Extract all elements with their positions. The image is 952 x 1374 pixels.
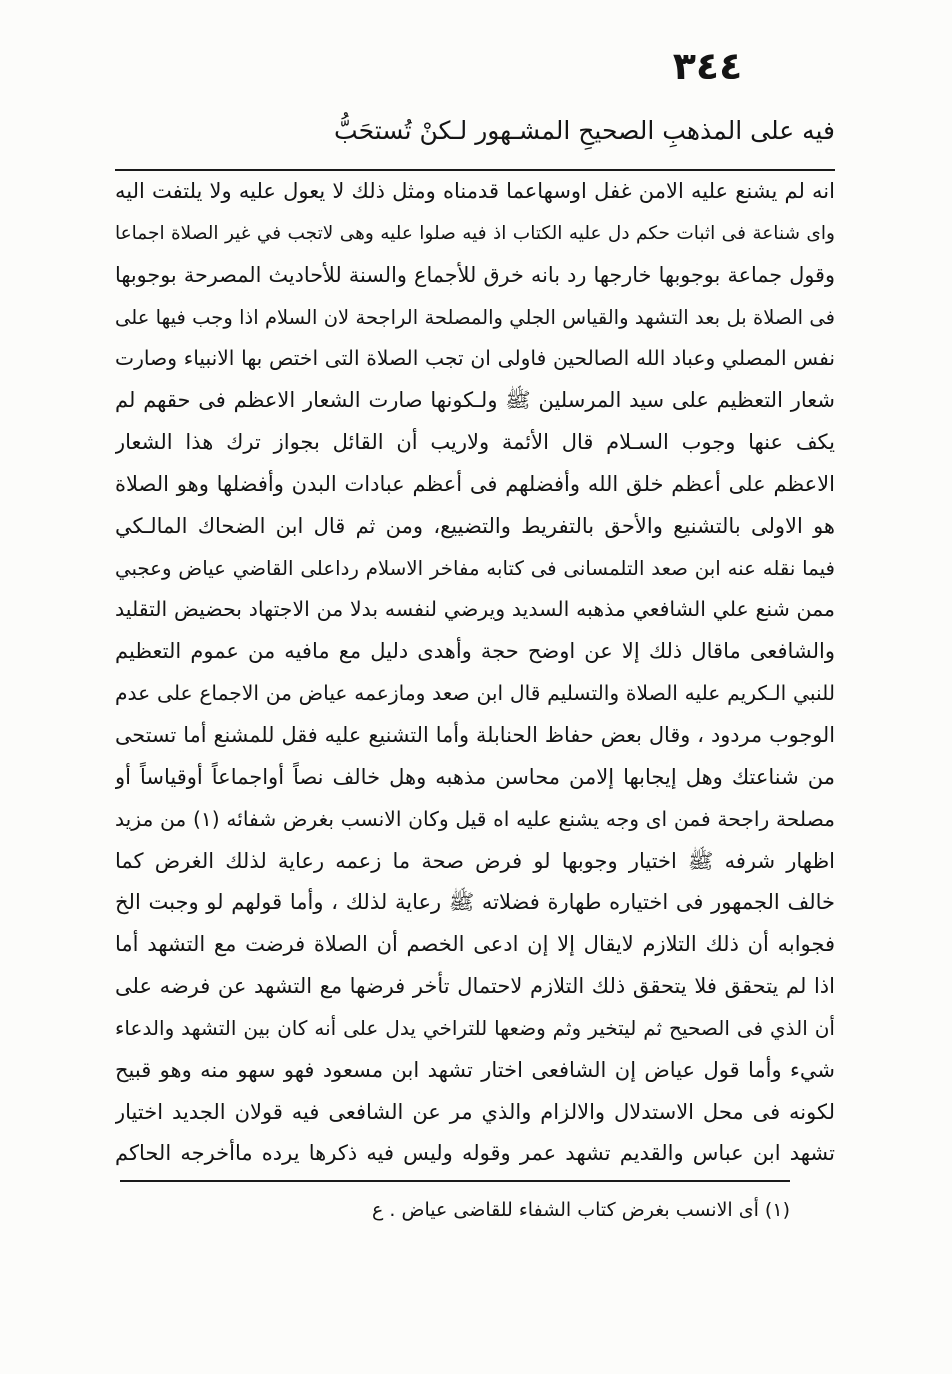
text-line: خالف الجمهور فى اختياره طهارة فضلاته ﷺ رعاية لذلك ، وأما قولهم لو وجبت الخ xyxy=(115,890,835,915)
text-line: مصلحة راجحة فمن اى وجه يشنع عليه اه قيل وكان الانسب بغرض شفائه (١) من مزيد xyxy=(115,806,835,831)
text-line: الوجوب مردود ، وقال بعض حفاظ الحنابلة وأما التشنيع عليه فقل للمشنع أما تستحى xyxy=(115,722,835,747)
text-line: وقول جماعة بوجوبها خارجها رد بانه خرق للأجماع والسنة للأحاديث المصرحة بوجوبها xyxy=(115,262,835,287)
text-line: ممن شنع علي الشافعي مذهبه السديد ويرضي لنفسه بدلا من الاجتهاد بحضيض التقليد xyxy=(115,597,835,622)
text-line: اظهار شرفه ﷺ اختيار وجوبها لو فرض صحة ما زعمه رعاية لذلك الغرض كما xyxy=(115,848,835,873)
text-line: فى الصلاة بل بعد التشهد والقياس الجلي والمصلحة الراجحة لان السلام اذا وجب فيها على xyxy=(115,305,835,329)
text-line: نفس المصلي وعباد الله الصالحين فاولى ان تجب الصلاة التى اختص بها الانبياء وصارت xyxy=(115,346,835,371)
page-number: ٣٤٤ xyxy=(672,44,743,88)
text-line: والشافعى ماقال ذلك إلا عن اوضح حجة وأهدى دليل مع مافيه من عموم التعظيم xyxy=(115,639,835,664)
text-line: يكف عنها وجوب السـلام قال الأئمة ولاريب أن القائل بجواز ترك هذا الشعار xyxy=(115,430,835,455)
text-line: لكونه فى محل الاستدلال والالزام والذي مر عن الشافعى فيه قولان الجديد اختيار xyxy=(115,1099,835,1124)
text-line: أن الذي فى الصحيح ثم ليتخير وثم وضعها للتراخي يدل على أنه كان بين التشهد والدعاء xyxy=(115,1015,835,1040)
text-line: فيما نقله عنه ابن صعد التلمسانى فى كتابه مفاخر الاسلام رداعلى القاضي عياض وعجبي xyxy=(115,556,835,580)
text-line: الاعظم على أعظم خلق الله وأفضلهم فى أعظم عبادات البدن وأفضلها وهو الصلاة xyxy=(115,471,835,496)
text-line: اذا لم يتحقق فلا يتحقق ذلك التلازم لاحتمال تأخر فرضها مع التشهد عن فرضه على xyxy=(115,974,835,999)
text-line: انه لم يشنع عليه الامن غفل اوسهاعما قدمناه ومثل ذلك لا يعول عليه ولا يلتفت اليه xyxy=(115,179,835,203)
text-line: من شناعتك وهل إيجابها إلامن محاسن مذهبه وهل خالف نصاً أواجماعاً أوقياساً أو xyxy=(115,764,835,789)
running-header-line: فيه على المذهبِ الصحيحِ المشـهور لـكنْ تُستحَبُّ xyxy=(334,116,835,145)
text-line: واى شناعة فى اثبات حكم دل عليه الكتاب اذ فيه صلوا عليه وهى لاتجب في غير الصلاة اجماعا xyxy=(115,222,835,244)
text-line: فجوابه أن ذلك التلازم لايقال إلا إن ادعى الخصم أن الصلاة فرضت مع التشهد أما xyxy=(115,932,835,957)
footnote: (١) أى الانسب بغرض كتاب الشفاء للقاضى عياض . ع xyxy=(372,1199,790,1221)
text-line: للنبي الـكريم عليه الصلاة والتسليم قال ابن صعد ومازعمه عياض من الاجماع على عدم xyxy=(115,681,835,706)
text-line: تشهد ابن عباس والقديم تشهد عمر وقوله وليس فيه ذكرها يرده ماأخرجه الحاكم xyxy=(115,1141,835,1166)
main-text-block xyxy=(115,171,835,1175)
text-line: شعار التعظيم على سيد المرسلين ﷺ ولـكونها صارت الشعار الاعظم فى حقهم لم xyxy=(115,388,835,413)
footnote-divider-rule xyxy=(120,1180,790,1182)
text-line: شيء وأما قول عياض إن الشافعى اختار تشهد ابن مسعود فهو سهو منه وهو قبيح xyxy=(115,1057,835,1082)
text-line: هو الاولى بالتشنيع والأحق بالتفريط والتضييع، ومن ثم قال ابن الضحاك المالـكي xyxy=(115,513,835,538)
